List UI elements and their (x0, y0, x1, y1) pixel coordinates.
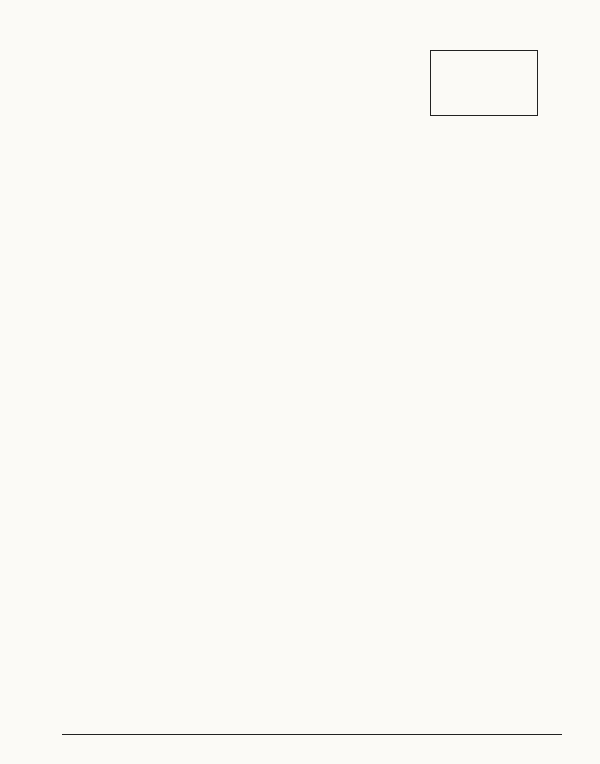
footer-divider (62, 734, 562, 735)
